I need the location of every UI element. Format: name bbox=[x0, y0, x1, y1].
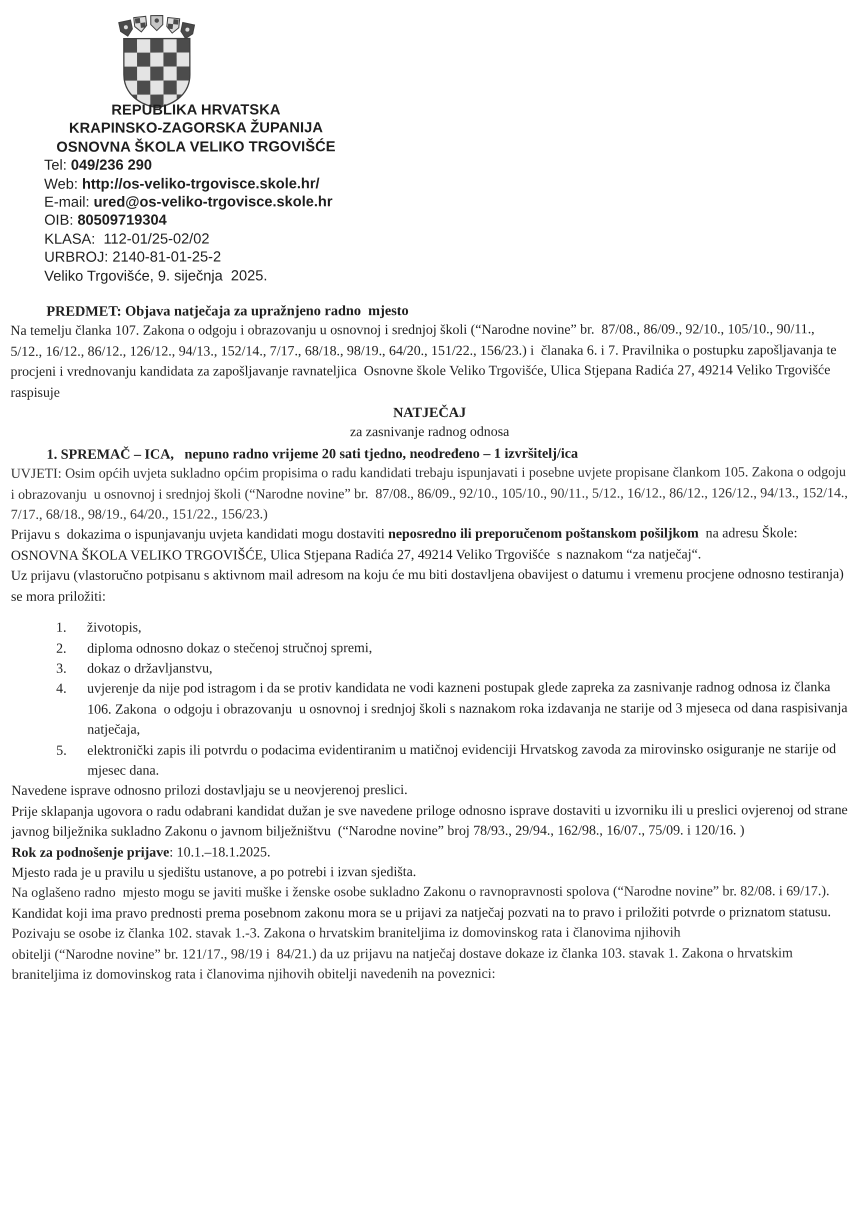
phone-label: Tel: bbox=[44, 157, 71, 175]
veterans-paragraph: Pozivaju se osobe iz članka 102. stavak 1.-3. Zakona o hrvatskim braniteljima iz domovinskog rata i članovima njihovih obitelji (“Narodne novine” br. 121/17., 98/19 i 84/21.) da uz prijavu na natječaj dostave dokaze iz članka 103. stavak 1. Zakona o hrvatskim braniteljima iz domovinskog rata i članovima njihovih obitelji navedenih na poveznici: bbox=[11, 925, 797, 983]
org-name-school: OSNOVNA ŠKOLA VELIKO TRGOVIŠĆE bbox=[56, 139, 336, 156]
coat-of-arms-icon bbox=[115, 13, 199, 115]
job-position-line: 1. SPREMAČ – ICA, nepuno radno vrijeme 20 sati tjedno, neodređeno – 1 izvršitelj/ica bbox=[46, 445, 579, 463]
attachments-intro-paragraph: Uz prijavu (vlastoručno potpisanu s aktivnom mail adresom na koju će mu biti dostavljena obavijest o datumu i vremenu procjene odnosno testiranja) se mora priložiti: bbox=[10, 567, 848, 605]
list-item bbox=[56, 617, 849, 639]
deadline-label: Rok za podnošenje prijave bbox=[11, 845, 170, 861]
list-item-text: diploma odnosno dokaz o stečenoj stručnoj spremi, bbox=[87, 640, 373, 657]
copies-note-paragraph: Navedene isprave odnosno prilozi dostavljaju se u neovjerenoj preslici. bbox=[11, 783, 408, 800]
list-item bbox=[56, 678, 852, 741]
urbroj-line: URBROJ: 2140-81-01-25-2 bbox=[44, 249, 222, 267]
gender-equality-paragraph: Na oglašeno radno mjesto mogu se javiti muške i ženske osobe sukladno Zakonu o ravnopravnosti spolova (“Narodne novine” br. 82/08. i 69/17.). bbox=[11, 884, 830, 902]
phone-value: 049/236 290 bbox=[70, 157, 153, 174]
list-item-text: uvjerenje da nije pod istragom i da se protiv kandidata ne vodi kazneni postupak glede zapreka za zasnivanje radnog odnosa iz članka 106. Zakona o odgoju i obrazovanju u osnovnoj i srednjoj školi s naznakom roka izdavanja ne starije od 3 mjeseca od dana raspisivanja natječaja, bbox=[87, 680, 852, 738]
list-item-text: životopis, bbox=[87, 620, 142, 636]
legal-basis-paragraph: Na temelju članka 107. Zakona o odgoju i obrazovanju u osnovnoj i srednjoj školi (“Narodne novine” br. 87/08., 86/09., 92/10., 105/10., 90/11., 5/12., 16/12., 86/12., 126/12., 94/13., 152/14., 7/17., 68/18., 98/19., 64/20., 151/22., 156/23.) i članaka 6. i 7. Pravilnika o postupku zapošljavanja te procjeni i vrednovanju kandidata za zapošljavanje ravnateljica Osnovne škole Veliko Trgovišće, Ulica Stjepana Radića 27, 49214 Veliko Trgovišće raspisuje bbox=[10, 322, 840, 401]
delivery-method-bold: neposredno ili preporučenom poštanskom pošiljkom bbox=[388, 526, 699, 543]
deadline-value: : 10.1.–18.1.2025. bbox=[169, 844, 271, 861]
letterhead bbox=[44, 101, 348, 286]
place-date-line: Veliko Trgovišće, 9. siječnja 2025. bbox=[44, 267, 268, 285]
originals-note-paragraph: Prije sklapanja ugovora o radu odabrani kandidat dužan je sve navedene priloge odnosno isprave dostaviti u izvorniku ili u preslici ovjerenoj od strane javnog bilježnika sukladno Zakonu o javnom bilježništvu (“Narodne novine” broj 78/93., 29/94., 162/98., 16/07., 75/09. i 120/16. ) bbox=[11, 802, 852, 841]
deadline-line bbox=[11, 842, 849, 864]
list-item bbox=[56, 638, 849, 660]
oib-line bbox=[44, 212, 348, 231]
email-label: E-mail: bbox=[44, 194, 94, 211]
list-item-number: 1. bbox=[56, 620, 67, 636]
workplace-paragraph: Mjesto rada je u pravilu u sjedištu ustanove, a po potrebi i izvan sjedišta. bbox=[11, 864, 417, 881]
list-item-number: 5. bbox=[56, 743, 67, 759]
oib-value: 80509719304 bbox=[77, 212, 167, 230]
list-item bbox=[56, 658, 849, 680]
org-name-country: REPUBLIKA HRVATSKA bbox=[111, 102, 281, 119]
document-body bbox=[10, 300, 852, 986]
list-item-number: 3. bbox=[56, 661, 67, 677]
delivery-post: na adresu Škole: bbox=[698, 526, 798, 542]
phone-line bbox=[44, 156, 348, 175]
conditions-paragraph: UVJETI: Osim općih uvjeta sukladno općim propisima o radu kandidati trebaju ispunjavati i posebne uvjete propisane člankom 105. Zakona o odgoju i obrazovanju u osnovnoj i srednjoj školi (“Narodne novine” br. 87/08., 86/09., 92/10., 105/10., 90/11., 5/12., 16/12., 86/12., 126/12., 94/13., 152/14., 7/17., 68/18., 98/19., 64/20., 151/22., 156/23.) bbox=[10, 465, 852, 523]
email-value: ured@os-veliko-trgovisce.skole.hr bbox=[93, 194, 333, 211]
application-delivery-paragraph bbox=[11, 525, 849, 547]
web-label: Web: bbox=[44, 176, 82, 193]
list-item-text: dokaz o državljanstvu, bbox=[87, 661, 213, 677]
priority-right-paragraph: Kandidat koji ima pravo prednosti prema posebnom zakonu mora se u prijavi za natječaj pozvati na to pravo i priložiti potvrde o priznatom statusu. bbox=[11, 904, 831, 922]
attachments-list bbox=[11, 617, 852, 782]
document-title: NATJEČAJ bbox=[393, 404, 467, 422]
delivery-pre: Prijavu s dokazima o ispunjavanju uvjeta kandidati mogu dostaviti bbox=[10, 527, 389, 544]
subject-line: PREDMET: Objava natječaja za upražnjeno radno mjesto bbox=[46, 303, 409, 320]
web-line bbox=[44, 175, 348, 194]
web-url: http://os-veliko-trgovisce.skole.hr/ bbox=[81, 175, 320, 193]
klasa-line: KLASA: 112-01/25-02/02 bbox=[44, 231, 210, 248]
list-item-number: 4. bbox=[56, 682, 67, 698]
school-address-line: OSNOVNA ŠKOLA VELIKO TRGOVIŠĆE, Ulica Stjepana Radića 27, 49214 Veliko Trgovišće s naznakom “za natječaj“. bbox=[10, 547, 702, 564]
list-item-text: elektronički zapis ili potvrdu o podacima evidentiranim u matičnoj evidenciji Hrvatskog zavoda za mirovinsko osiguranje ne starije od mjesec dana. bbox=[87, 741, 840, 779]
org-name-county: KRAPINSKO-ZAGORSKA ŽUPANIJA bbox=[68, 120, 324, 138]
list-item-number: 2. bbox=[56, 641, 67, 657]
list-item bbox=[56, 740, 849, 782]
oib-label: OIB: bbox=[44, 213, 78, 230]
document-subtitle: za zasnivanje radnog odnosa bbox=[349, 425, 510, 441]
email-line bbox=[44, 193, 348, 212]
